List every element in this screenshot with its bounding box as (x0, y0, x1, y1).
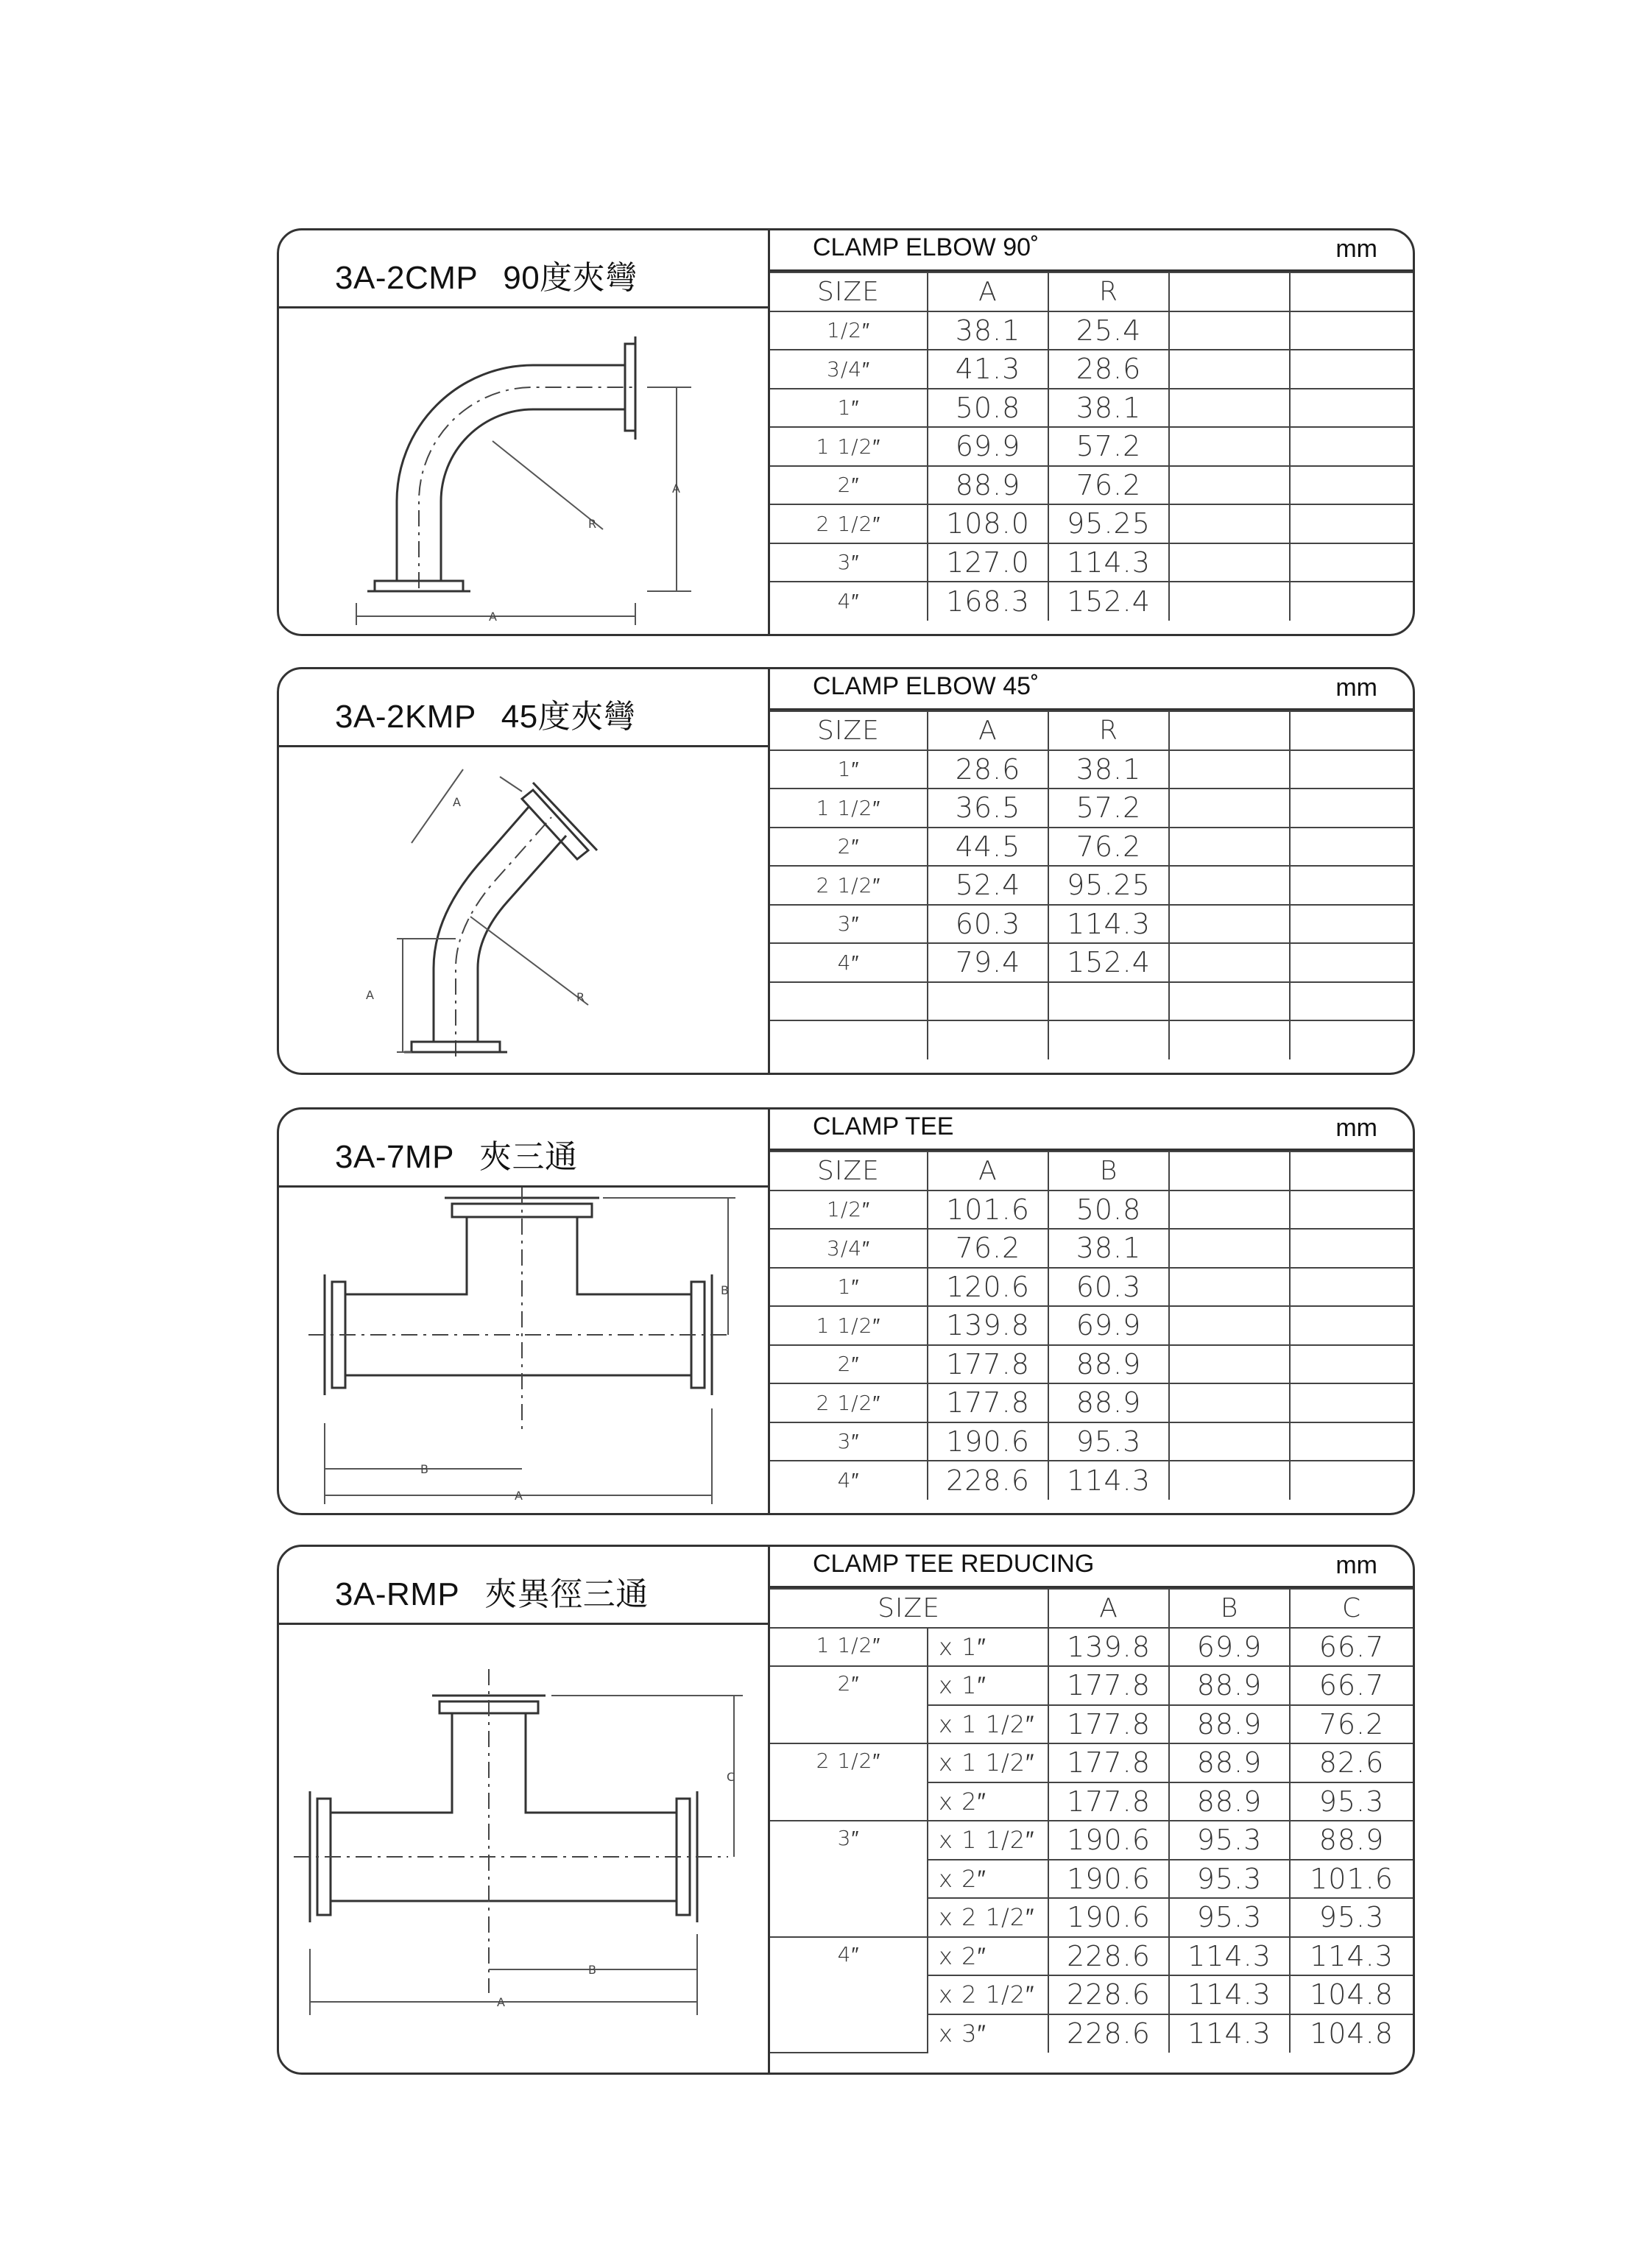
branch-size-cell: x 1 1/2″ (928, 1705, 1048, 1744)
value-cell: 66.7 (1290, 1666, 1413, 1705)
table-row (770, 943, 1413, 982)
empty-cell (1290, 789, 1413, 828)
size-cell: 2 1/2″ (770, 504, 928, 543)
empty-cell (1290, 750, 1413, 789)
empty-cell (1290, 1268, 1413, 1307)
dim-a-label: A (366, 988, 374, 1002)
table-row (770, 543, 1413, 582)
spec-table-panel (770, 230, 1413, 634)
value-cell: 25.4 (1048, 311, 1169, 350)
product-code: 3A-2KMP (335, 699, 476, 735)
dim-a-label: A (497, 1995, 505, 2009)
value-cell: 114.3 (1169, 2014, 1290, 2053)
table-row (770, 1383, 1413, 1422)
empty-cell (1169, 789, 1290, 828)
table-row (770, 1306, 1413, 1345)
value-cell: 139.8 (1048, 1628, 1169, 1667)
empty-cell (1169, 1422, 1290, 1461)
table-row (770, 1020, 1413, 1059)
value-cell: 228.6 (928, 1461, 1048, 1500)
dim-b-label: B (588, 1963, 596, 1977)
size-cell (770, 1020, 928, 1059)
dim-a-label: A (515, 1489, 523, 1503)
value-cell: 60.3 (1048, 1268, 1169, 1307)
spec-table-panel (770, 1110, 1413, 1513)
table-row (770, 427, 1413, 466)
empty-cell (1169, 828, 1290, 867)
empty-cell (1290, 982, 1413, 1021)
value-cell: 88.9 (1169, 1743, 1290, 1782)
table-title: CLAMP TEE REDUCING (813, 1550, 1095, 1578)
empty-cell (1290, 1306, 1413, 1345)
column-header: SIZE (770, 272, 928, 311)
value-cell: 168.3 (928, 582, 1048, 621)
product-panel (279, 669, 770, 1073)
column-header: A (928, 1151, 1048, 1191)
value-cell: 28.6 (928, 750, 1048, 789)
column-header: SIZE (770, 1589, 1048, 1628)
value-cell: 88.9 (1169, 1705, 1290, 1744)
value-cell: 95.3 (1290, 1782, 1413, 1821)
value-cell: 88.9 (928, 466, 1048, 505)
table-row (770, 466, 1413, 505)
value-cell: 114.3 (1048, 543, 1169, 582)
empty-cell (1169, 866, 1290, 905)
empty-cell (1169, 1229, 1290, 1268)
value-cell: 57.2 (1048, 427, 1169, 466)
table-row (770, 1743, 1413, 1782)
empty-cell (1290, 828, 1413, 867)
empty-cell (1169, 504, 1290, 543)
product-code: 3A-7MP (335, 1139, 454, 1175)
empty-cell (1290, 1383, 1413, 1422)
empty-cell (1169, 350, 1290, 389)
size-cell: 2″ (770, 1345, 928, 1384)
value-cell: 69.9 (928, 427, 1048, 466)
empty-cell (1290, 943, 1413, 982)
table-header-row (770, 711, 1413, 750)
value-cell: 82.6 (1290, 1743, 1413, 1782)
column-header: A (1048, 1589, 1169, 1628)
table-header-row (770, 1589, 1413, 1628)
value-cell (1048, 982, 1169, 1021)
empty-cell (1169, 389, 1290, 428)
branch-size-cell: x 1″ (928, 1628, 1048, 1667)
column-header (1169, 1151, 1290, 1191)
spec-table (770, 1151, 1413, 1500)
size-cell (770, 982, 928, 1021)
size-cell: 4″ (770, 1461, 928, 1500)
branch-size-cell: x 2″ (928, 1782, 1048, 1821)
product-title (279, 669, 768, 747)
size-cell: 3/4″ (770, 1229, 928, 1268)
size-cell: 1″ (770, 1268, 928, 1307)
empty-cell (1169, 1020, 1290, 1059)
empty-cell (1169, 543, 1290, 582)
size-cell: 4″ (770, 943, 928, 982)
table-row (770, 1422, 1413, 1461)
branch-size-cell: x 1 1/2″ (928, 1743, 1048, 1782)
empty-cell (1169, 1268, 1290, 1307)
value-cell: 228.6 (1048, 1937, 1169, 1976)
size-cell: 1 1/2″ (770, 789, 928, 828)
branch-size-cell: x 2″ (928, 1860, 1048, 1899)
table-row (770, 389, 1413, 428)
dim-b-label: B (721, 1283, 729, 1297)
value-cell: 57.2 (1048, 789, 1169, 828)
size-cell: 1″ (770, 750, 928, 789)
product-panel (279, 230, 770, 634)
table-row (770, 1937, 1413, 1976)
value-cell: 38.1 (928, 311, 1048, 350)
elbow-45-drawing (279, 747, 768, 1073)
value-cell: 95.3 (1048, 1422, 1169, 1461)
value-cell: 228.6 (1048, 1975, 1169, 2014)
value-cell: 114.3 (1048, 1461, 1169, 1500)
value-cell: 69.9 (1048, 1306, 1169, 1345)
empty-cell (1169, 905, 1290, 944)
value-cell: 50.8 (928, 389, 1048, 428)
value-cell: 114.3 (1169, 1937, 1290, 1976)
value-cell: 76.2 (928, 1229, 1048, 1268)
size-cell: 3″ (770, 905, 928, 944)
value-cell: 60.3 (928, 905, 1048, 944)
value-cell: 52.4 (928, 866, 1048, 905)
value-cell: 190.6 (1048, 1860, 1169, 1899)
empty-cell (1290, 1229, 1413, 1268)
size-cell: 1/2″ (770, 311, 928, 350)
table-row (770, 905, 1413, 944)
value-cell: 114.3 (1048, 905, 1169, 944)
product-name-cn: 45度夾彎 (501, 699, 637, 735)
product-name-cn: 90度夾彎 (503, 260, 638, 296)
column-header: B (1048, 1151, 1169, 1191)
table-row (770, 828, 1413, 867)
value-cell: 69.9 (1169, 1628, 1290, 1667)
column-header: SIZE (770, 1151, 928, 1191)
reducing-spec-table (770, 1588, 1413, 2053)
empty-cell (1290, 311, 1413, 350)
table-header (770, 669, 1413, 710)
table-header (770, 230, 1413, 272)
empty-cell (1169, 311, 1290, 350)
value-cell: 177.8 (1048, 1743, 1169, 1782)
value-cell: 152.4 (1048, 943, 1169, 982)
spec-table (770, 272, 1413, 621)
product-name-cn: 夾異徑三通 (484, 1576, 649, 1612)
value-cell: 88.9 (1290, 1821, 1413, 1860)
value-cell: 76.2 (1048, 466, 1169, 505)
table-row (770, 1666, 1413, 1705)
value-cell: 120.6 (928, 1268, 1048, 1307)
value-cell: 28.6 (1048, 350, 1169, 389)
empty-cell (1290, 1461, 1413, 1500)
empty-cell (1169, 427, 1290, 466)
value-cell: 101.6 (1290, 1860, 1413, 1899)
tee-drawing (279, 1188, 768, 1513)
value-cell: 95.3 (1169, 1898, 1290, 1937)
column-header: A (928, 272, 1048, 311)
unit-label: mm (1335, 1551, 1377, 1579)
value-cell: 108.0 (928, 504, 1048, 543)
empty-cell (1169, 982, 1290, 1021)
dim-c-label: C (727, 1770, 735, 1784)
spec-table-panel (770, 1547, 1413, 2073)
empty-cell (1290, 350, 1413, 389)
branch-size-cell: x 2″ (928, 1937, 1048, 1976)
column-header (1169, 711, 1290, 750)
empty-cell (1169, 582, 1290, 621)
value-cell (1048, 1020, 1169, 1059)
value-cell: 36.5 (928, 789, 1048, 828)
table-title: CLAMP ELBOW 45˚ (813, 672, 1039, 700)
branch-size-cell: x 1″ (928, 1666, 1048, 1705)
table-row (770, 982, 1413, 1021)
size-cell: 3″ (770, 1821, 928, 1937)
spec-table (770, 710, 1413, 1059)
value-cell: 114.3 (1169, 1975, 1290, 2014)
value-cell: 66.7 (1290, 1628, 1413, 1667)
size-cell: 2 1/2″ (770, 866, 928, 905)
empty-cell (1290, 866, 1413, 905)
section-clamp-tee (277, 1107, 1415, 1515)
table-row (770, 1628, 1413, 1667)
product-name-cn: 夾三通 (479, 1139, 578, 1175)
empty-cell (1169, 1191, 1290, 1230)
column-header: B (1169, 1589, 1290, 1628)
value-cell: 104.8 (1290, 2014, 1413, 2053)
empty-cell (1169, 466, 1290, 505)
table-row (770, 582, 1413, 621)
value-cell: 44.5 (928, 828, 1048, 867)
value-cell: 76.2 (1048, 828, 1169, 867)
value-cell: 95.3 (1169, 1860, 1290, 1899)
elbow-90-drawing (279, 308, 768, 634)
table-row (770, 1345, 1413, 1384)
column-header: C (1290, 1589, 1413, 1628)
table-row (770, 866, 1413, 905)
table-row (770, 311, 1413, 350)
column-header: SIZE (770, 711, 928, 750)
table-header-row (770, 1151, 1413, 1191)
value-cell: 190.6 (1048, 1898, 1169, 1937)
size-cell: 3/4″ (770, 350, 928, 389)
size-cell: 2″ (770, 828, 928, 867)
column-header (1290, 272, 1413, 311)
value-cell: 190.6 (1048, 1821, 1169, 1860)
dim-a-top-label: A (453, 795, 461, 809)
column-header: A (928, 711, 1048, 750)
branch-size-cell: x 1 1/2″ (928, 1821, 1048, 1860)
table-row (770, 504, 1413, 543)
column-header (1290, 1151, 1413, 1191)
table-row (770, 789, 1413, 828)
unit-label: mm (1335, 674, 1377, 702)
table-row (770, 350, 1413, 389)
size-cell: 2″ (770, 1666, 928, 1743)
size-cell: 2 1/2″ (770, 1383, 928, 1422)
reducing-tee-drawing (279, 1625, 768, 2073)
value-cell: 114.3 (1290, 1937, 1413, 1976)
empty-cell (1290, 905, 1413, 944)
unit-label: mm (1335, 235, 1377, 263)
size-cell: 2 1/2″ (770, 1743, 928, 1821)
section-elbow-45 (277, 667, 1415, 1075)
section-clamp-tee-reducing (277, 1545, 1415, 2075)
size-cell: 1″ (770, 389, 928, 428)
value-cell: 104.8 (1290, 1975, 1413, 2014)
empty-cell (1290, 1191, 1413, 1230)
radius-label: R (576, 990, 585, 1004)
value-cell: 139.8 (928, 1306, 1048, 1345)
empty-cell (1169, 1461, 1290, 1500)
empty-cell (1169, 1345, 1290, 1384)
value-cell: 88.9 (1048, 1345, 1169, 1384)
value-cell: 127.0 (928, 543, 1048, 582)
size-cell: 2″ (770, 466, 928, 505)
table-row (770, 1191, 1413, 1230)
size-cell: 4″ (770, 1937, 928, 2053)
value-cell: 95.3 (1169, 1821, 1290, 1860)
value-cell: 152.4 (1048, 582, 1169, 621)
dim-b-bottom-label: B (420, 1462, 428, 1476)
value-cell: 41.3 (928, 350, 1048, 389)
empty-cell (1290, 427, 1413, 466)
value-cell: 38.1 (1048, 389, 1169, 428)
table-row (770, 1268, 1413, 1307)
table-header-row (770, 272, 1413, 311)
value-cell: 228.6 (1048, 2014, 1169, 2053)
empty-cell (1290, 504, 1413, 543)
value-cell: 177.8 (928, 1345, 1048, 1384)
value-cell (928, 1020, 1048, 1059)
value-cell (928, 982, 1048, 1021)
value-cell: 101.6 (928, 1191, 1048, 1230)
empty-cell (1169, 943, 1290, 982)
size-cell: 3″ (770, 543, 928, 582)
empty-cell (1290, 1020, 1413, 1059)
table-row (770, 750, 1413, 789)
empty-cell (1169, 1383, 1290, 1422)
value-cell: 38.1 (1048, 1229, 1169, 1268)
empty-cell (1290, 543, 1413, 582)
value-cell: 177.8 (1048, 1705, 1169, 1744)
empty-cell (1169, 1306, 1290, 1345)
value-cell: 95.3 (1290, 1898, 1413, 1937)
column-header (1290, 711, 1413, 750)
unit-label: mm (1335, 1114, 1377, 1142)
size-cell: 1/2″ (770, 1191, 928, 1230)
product-code: 3A-2CMP (335, 260, 479, 296)
value-cell: 79.4 (928, 943, 1048, 982)
table-title: CLAMP TEE (813, 1112, 954, 1140)
section-elbow-90 (277, 228, 1415, 636)
empty-cell (1290, 1422, 1413, 1461)
spec-table-panel (770, 669, 1413, 1073)
table-row (770, 1461, 1413, 1500)
table-header (770, 1547, 1413, 1588)
size-cell: 3″ (770, 1422, 928, 1461)
dim-a-label: A (672, 482, 680, 495)
value-cell: 177.8 (928, 1383, 1048, 1422)
empty-cell (1290, 582, 1413, 621)
value-cell: 50.8 (1048, 1191, 1169, 1230)
product-code: 3A-RMP (335, 1576, 460, 1612)
empty-cell (1290, 389, 1413, 428)
value-cell: 190.6 (928, 1422, 1048, 1461)
branch-size-cell: x 2 1/2″ (928, 1975, 1048, 2014)
size-cell: 1 1/2″ (770, 1628, 928, 1667)
table-header (770, 1110, 1413, 1151)
column-header: R (1048, 272, 1169, 311)
product-panel (279, 1110, 770, 1513)
empty-cell (1169, 750, 1290, 789)
size-cell: 1 1/2″ (770, 427, 928, 466)
value-cell: 95.25 (1048, 504, 1169, 543)
table-title: CLAMP ELBOW 90˚ (813, 233, 1039, 261)
branch-size-cell: x 3″ (928, 2014, 1048, 2053)
column-header (1169, 272, 1290, 311)
dim-a-bottom-label: A (489, 610, 497, 624)
table-row (770, 1229, 1413, 1268)
value-cell: 177.8 (1048, 1666, 1169, 1705)
product-panel (279, 1547, 770, 2073)
value-cell: 95.25 (1048, 866, 1169, 905)
value-cell: 88.9 (1169, 1666, 1290, 1705)
value-cell: 177.8 (1048, 1782, 1169, 1821)
size-cell: 1 1/2″ (770, 1306, 928, 1345)
value-cell: 38.1 (1048, 750, 1169, 789)
product-title (279, 1547, 768, 1625)
value-cell: 76.2 (1290, 1705, 1413, 1744)
size-cell: 4″ (770, 582, 928, 621)
empty-cell (1290, 1345, 1413, 1384)
product-title (279, 230, 768, 308)
radius-label: R (588, 517, 597, 531)
value-cell: 88.9 (1048, 1383, 1169, 1422)
column-header: R (1048, 711, 1169, 750)
value-cell: 88.9 (1169, 1782, 1290, 1821)
empty-cell (1290, 466, 1413, 505)
product-title (279, 1110, 768, 1188)
branch-size-cell: x 2 1/2″ (928, 1898, 1048, 1937)
table-row (770, 1821, 1413, 1860)
